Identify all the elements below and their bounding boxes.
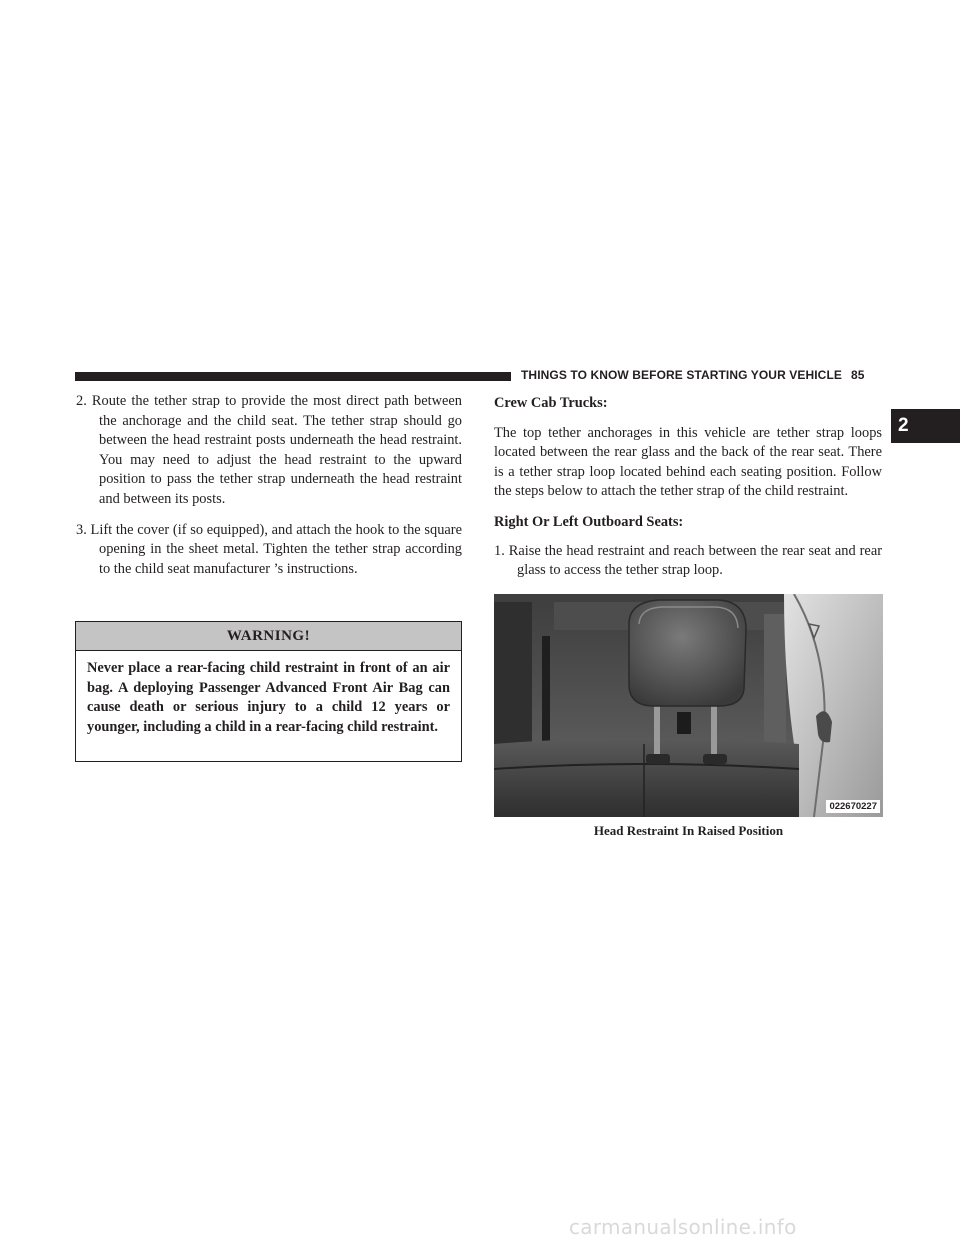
crew-cab-paragraph: The top tether anchorages in this vehicle are tether strap loops located between the rear glass and the back of the rear seat. There is a tether strap loop located behind each seating position. Follow the steps below to attach the tether strap of the child restraint. (494, 424, 882, 500)
running-header (521, 368, 865, 382)
page-number: 85 (850, 368, 865, 382)
head-restraint-illustration (494, 594, 883, 817)
step-2: 2. Route the tether strap to provide the most direct path between the anchorage and the child seat. The tether strap should go between the head restraint posts underneath the head restraint. You may need to adjust the head restraint to the upward position to pass the tether strap underneath the head restraint and between its posts. (76, 393, 462, 507)
chapter-tab: 2 (891, 409, 960, 443)
section-heading-crew-cab: Crew Cab Trucks: (494, 395, 608, 411)
watermark: carmanualsonline.info (569, 1215, 797, 1239)
warning-box (75, 621, 462, 762)
step-1: 1. Raise the head restraint and reach between the rear seat and rear glass to access the tether strap loop. (494, 542, 882, 579)
warning-text: Never place a rear-facing child restraint in front of an air bag. A deploying Passenger Advanced Front Air Bag can cause death or serious injury to a child 12 years or younger, including a child in a rear-facing child restraint. (87, 660, 450, 735)
warning-title: WARNING! (76, 622, 461, 651)
head-restraint-photo (494, 594, 883, 817)
figure-caption: Head Restraint In Raised Position (593, 823, 784, 838)
right-column (494, 394, 882, 581)
figure-code: 022670227 (826, 800, 880, 813)
header-rule (75, 372, 511, 381)
header-title: THINGS TO KNOW BEFORE STARTING YOUR VEHICLE (521, 368, 842, 382)
left-column (76, 392, 462, 579)
section-heading-outboard-seats: Right Or Left Outboard Seats: (494, 513, 684, 530)
step-3: 3. Lift the cover (if so equipped), and attach the hook to the square opening in the sheet metal. Tighten the tether strap according to the child seat manufacturer ’s instructions. (76, 521, 462, 577)
